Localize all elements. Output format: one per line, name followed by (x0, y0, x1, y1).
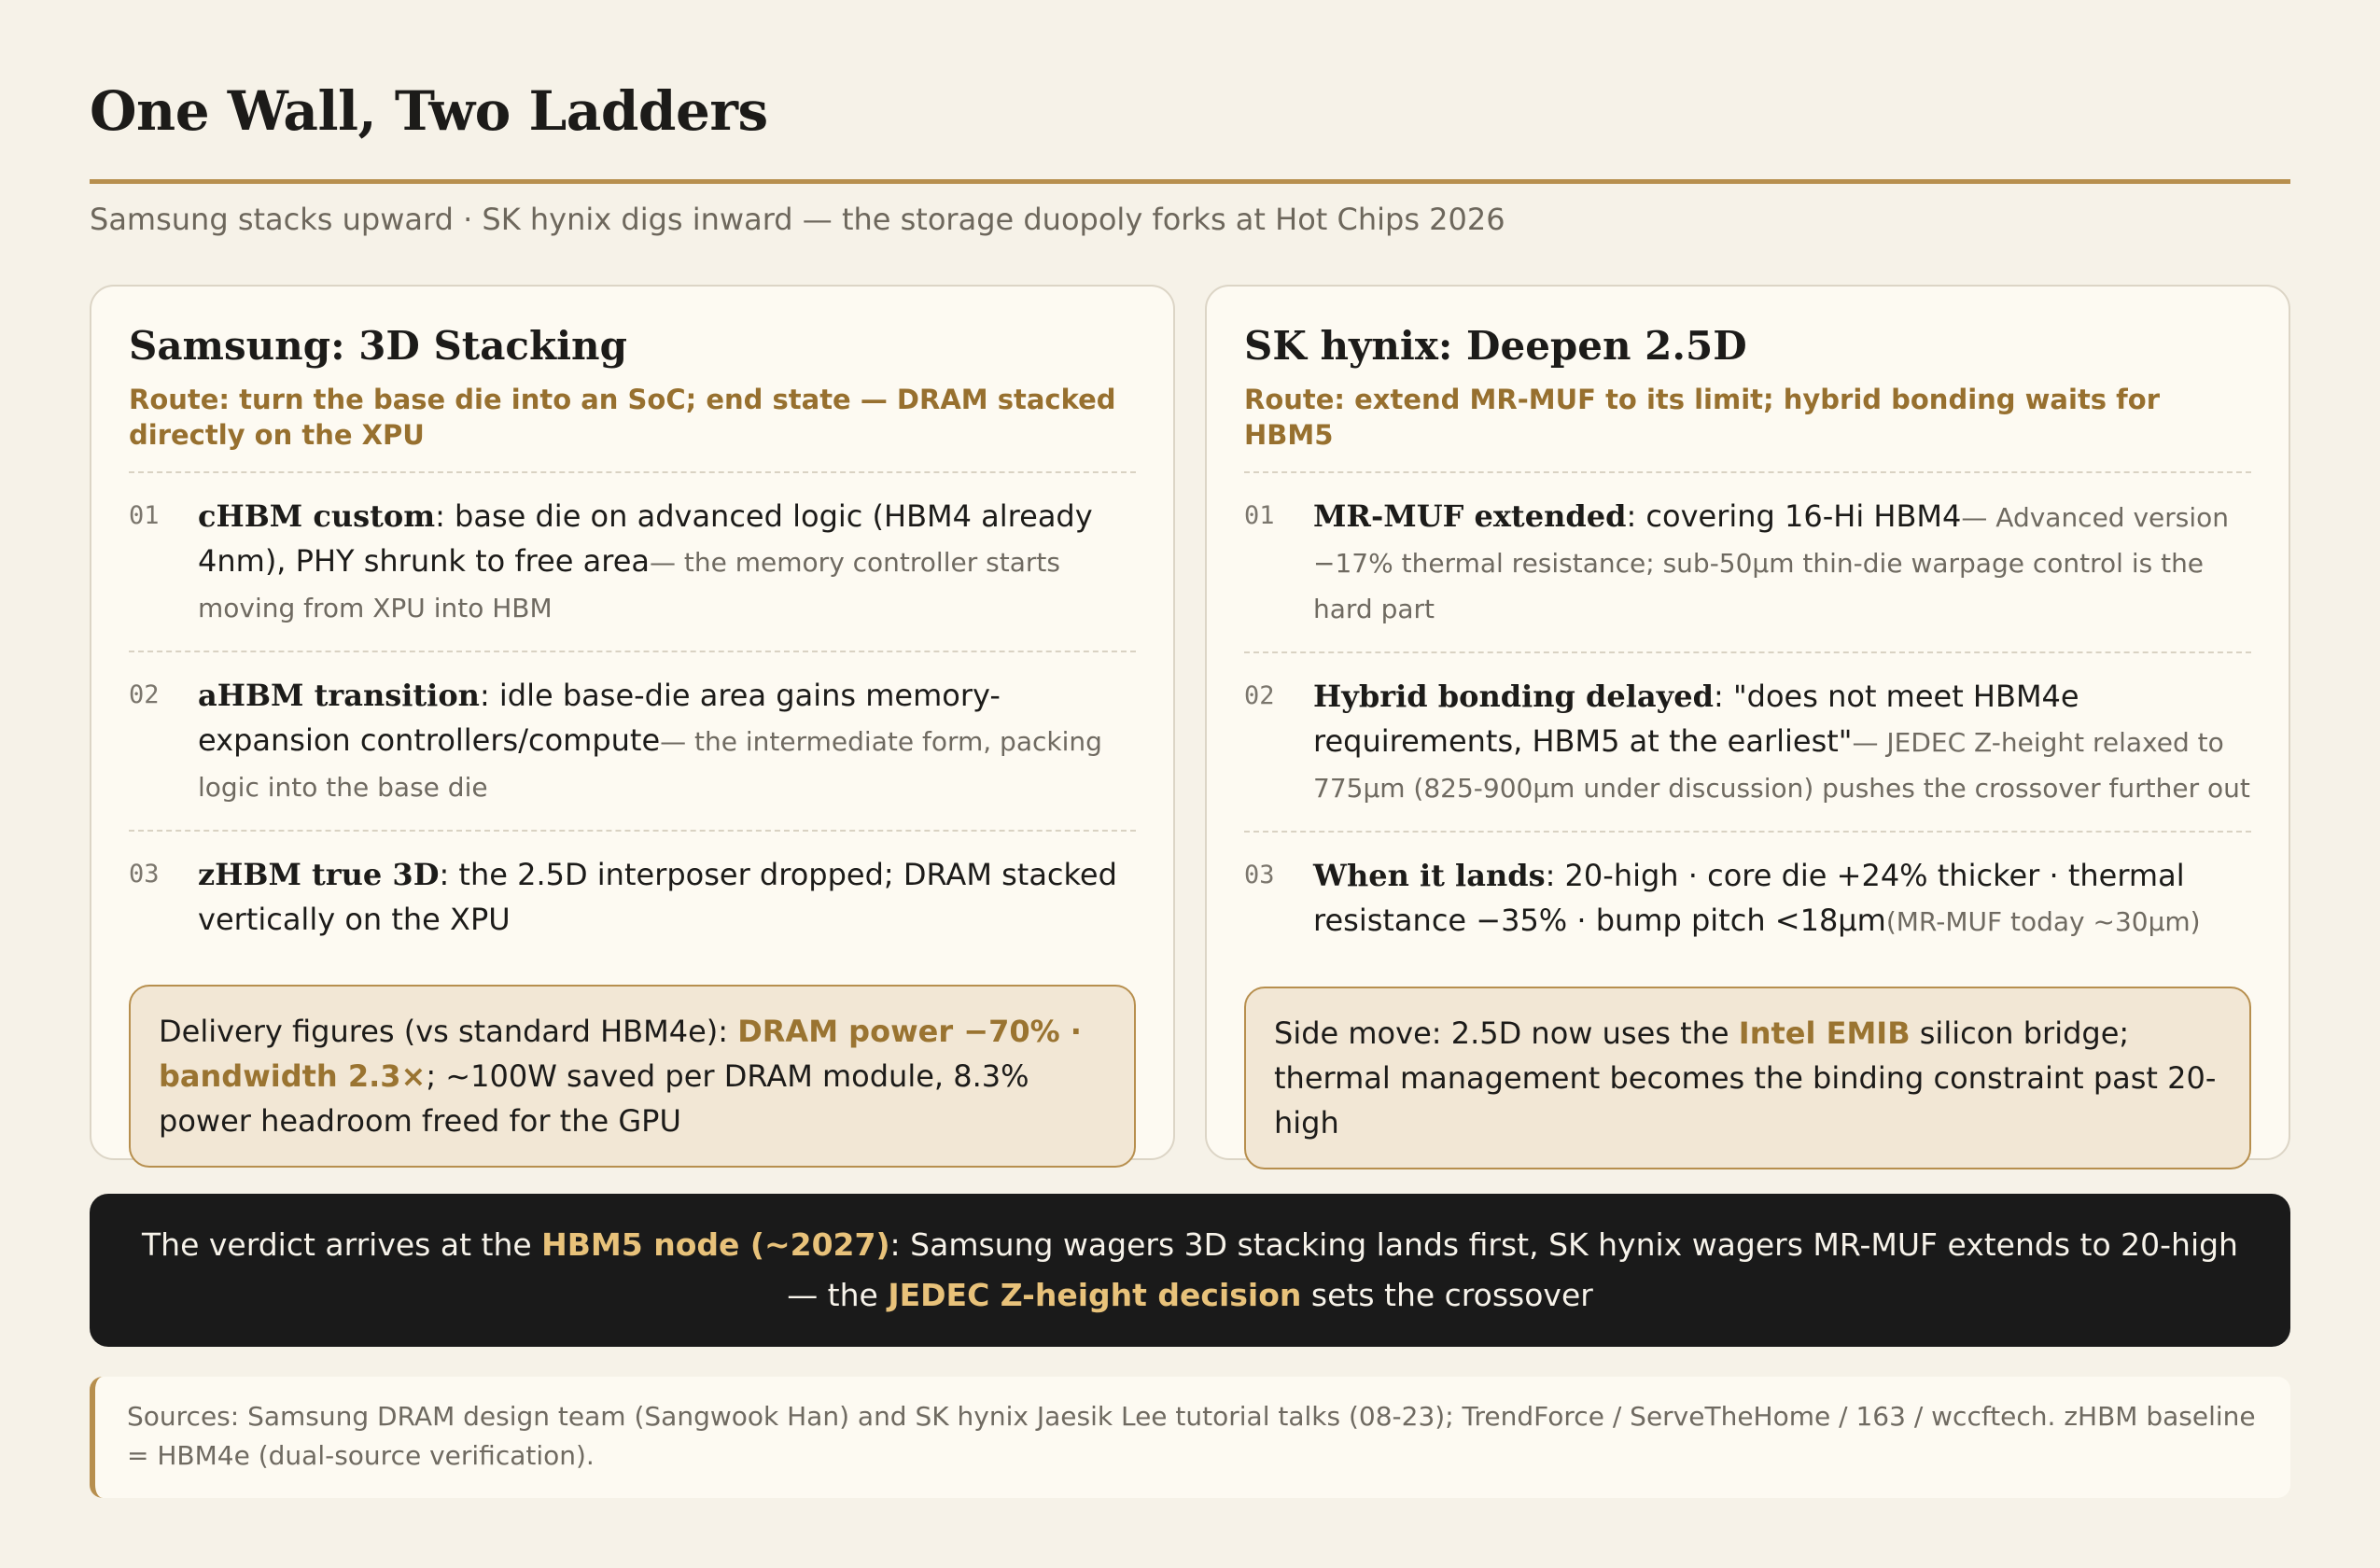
sources-note: Sources: Samsung DRAM design team (Sangwook Han) and SK hynix Jaesik Lee tutorial talks (08-23); TrendForce / ServeTheHome / 163 / wccftech. zHBM baseline = HBM4e (dual-source verification). (90, 1377, 2290, 1498)
callout-pre: Delivery figures (vs standard HBM4e): (159, 1014, 738, 1049)
item-text: : "does not meet HBM4e requirements, HBM5 at the earliest" (1313, 679, 2079, 759)
item-body (1313, 674, 2251, 810)
item-note: (MR-MUF today ~30μm) (1885, 906, 2201, 937)
item-note: — JEDEC Z-height relaxed to 775μm (825-900μm under discussion) pushes the crossover further out (1313, 727, 2250, 804)
item-lead: aHBM transition (198, 678, 480, 713)
item-text: : the 2.5D interposer dropped; DRAM stacked vertically on the XPU (198, 857, 1117, 937)
samsung-item-3 (129, 832, 1136, 962)
item-body (198, 494, 1136, 630)
item-lead: Hybrid bonding delayed (1313, 679, 1714, 714)
item-note: — Advanced version −17% thermal resistance; sub-50μm thin-die warpage control is the hard part (1313, 502, 2230, 624)
comparison-cards (90, 285, 2290, 1160)
callout-post: silicon bridge; thermal management becomes the binding constraint past 20-high (1274, 1015, 2217, 1141)
skhynix-callout (1244, 987, 2251, 1169)
samsung-card (90, 285, 1175, 1160)
skhynix-item-3 (1244, 833, 2251, 964)
item-note: — the intermediate form, packing logic into the base die (198, 726, 1102, 803)
item-note: — the memory controller starts moving from XPU into HBM (198, 547, 1060, 623)
item-body (198, 852, 1136, 942)
item-number: 02 (129, 680, 160, 709)
verdict-banner (90, 1194, 2290, 1347)
item-text: : covering 16-Hi HBM4 (1626, 498, 1962, 534)
item-number: 02 (1244, 681, 1275, 710)
skhynix-route: Route: extend MR-MUF to its limit; hybrid bonding waits for HBM5 (1244, 382, 2251, 473)
verdict-highlight-2: JEDEC Z-height decision (888, 1277, 1302, 1313)
item-body (198, 673, 1136, 809)
item-body (1313, 853, 2251, 944)
title-divider (90, 179, 2290, 184)
samsung-item-2 (129, 652, 1136, 832)
callout-highlight: DRAM power −70% · bandwidth 2.3× (159, 1014, 1082, 1094)
item-lead: zHBM true 3D (198, 857, 440, 892)
page-subtitle: Samsung stacks upward · SK hynix digs inward — the storage duopoly forks at Hot Chips 2026 (90, 202, 1505, 237)
verdict-post: sets the crossover (1301, 1277, 1593, 1313)
samsung-item-1 (129, 473, 1136, 652)
item-number: 01 (1244, 501, 1275, 530)
item-lead: MR-MUF extended (1313, 498, 1627, 534)
callout-pre: Side move: 2.5D now uses the (1274, 1015, 1739, 1051)
skhynix-card (1205, 285, 2290, 1160)
verdict-pre: The verdict arrives at the (142, 1226, 542, 1263)
skhynix-card-title: SK hynix: Deepen 2.5D (1244, 323, 1747, 369)
callout-highlight: Intel EMIB (1738, 1015, 1911, 1051)
item-lead: cHBM custom (198, 498, 436, 534)
item-lead: When it lands (1313, 858, 1546, 893)
item-body (1313, 494, 2251, 631)
callout-post: ; ~100W saved per DRAM module, 8.3% power headroom freed for the GPU (159, 1058, 1029, 1139)
samsung-card-title: Samsung: 3D Stacking (129, 323, 627, 369)
verdict-mid: : Samsung wagers 3D stacking lands first, SK hynix wagers MR-MUF extends to 20-high — the (787, 1226, 2238, 1313)
item-number: 03 (129, 860, 160, 889)
page-title: One Wall, Two Ladders (90, 79, 768, 143)
skhynix-item-1 (1244, 473, 2251, 653)
verdict-highlight-1: HBM5 node (~2027) (541, 1226, 890, 1263)
skhynix-item-2 (1244, 653, 2251, 833)
samsung-route: Route: turn the base die into an SoC; end state — DRAM stacked directly on the XPU (129, 382, 1136, 473)
item-text: : 20-high · core die +24% thicker · thermal resistance −35% · bump pitch <18μm (1313, 858, 2185, 938)
item-text: : idle base-die area gains memory-expansion controllers/compute (198, 678, 1001, 758)
item-number: 01 (129, 501, 160, 530)
item-number: 03 (1244, 861, 1275, 889)
samsung-callout (129, 985, 1136, 1168)
item-text: : base die on advanced logic (HBM4 already 4nm), PHY shrunk to free area (198, 498, 1093, 579)
